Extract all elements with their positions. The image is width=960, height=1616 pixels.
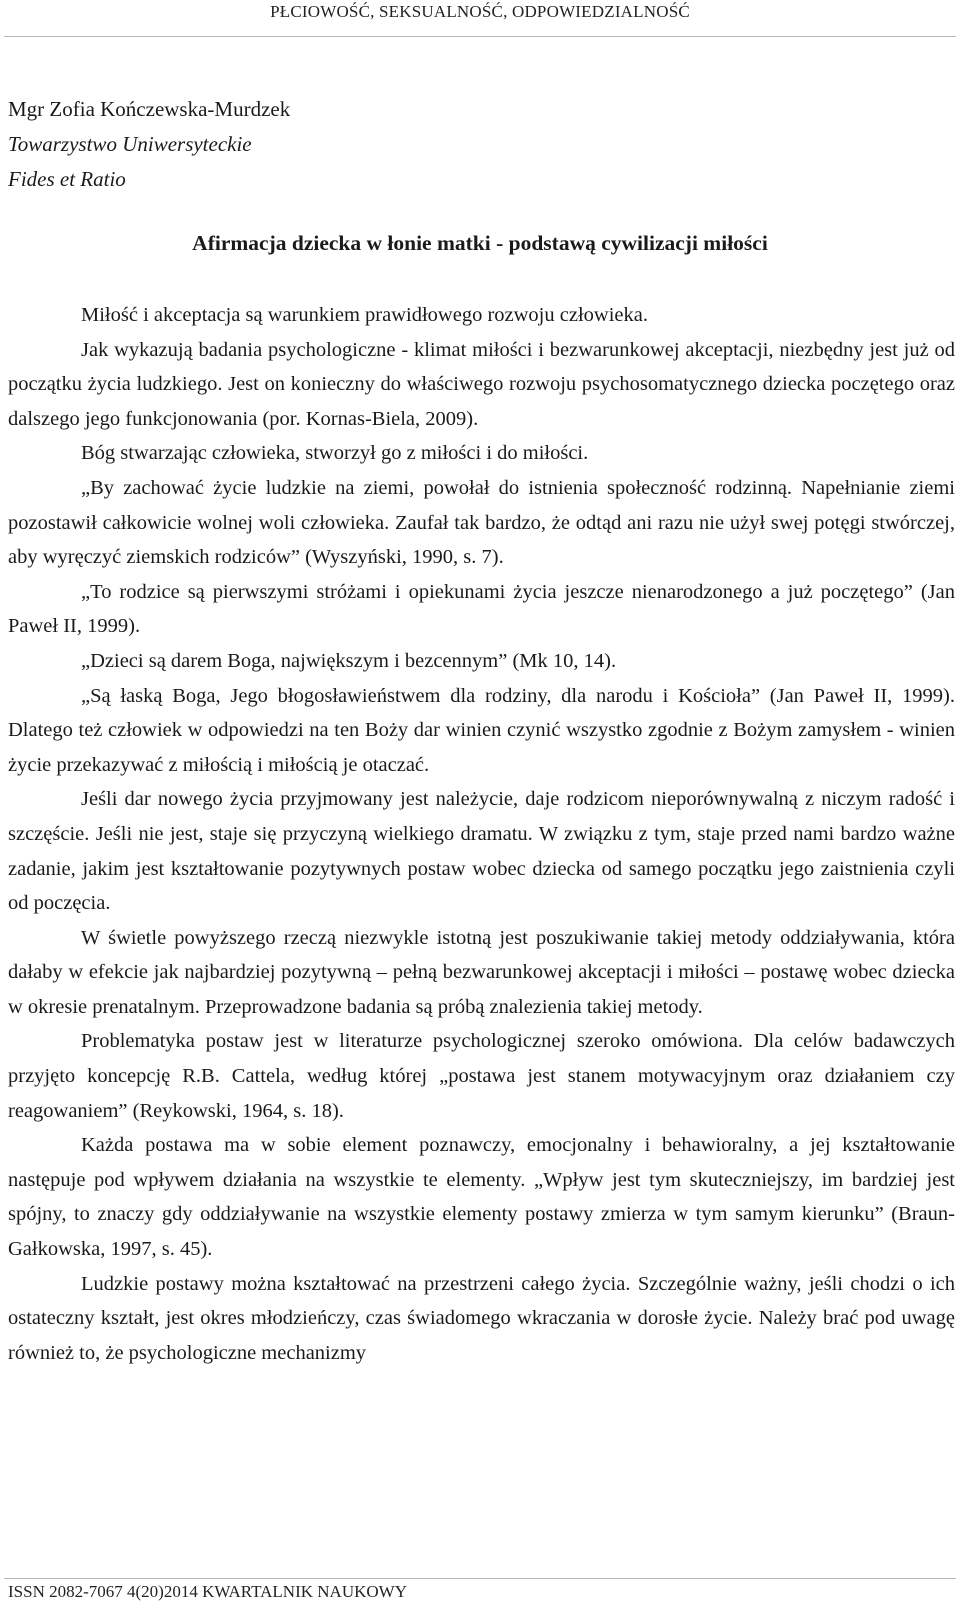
journal-footer: ISSN 2082-7067 4(20)2014 KWARTALNIK NAUKOWY [8,1582,407,1601]
affiliation-line-2: Fides et Ratio [8,167,126,191]
body-paragraph: W świetle powyższego rzeczą niezwykle istotną jest poszukiwanie takiej metody oddziaływania, która dałaby w efekcie jak najbardziej pozytywną – pełną bezwarunkowej akceptacji i miłości – postawę wobec dziecka w okresie prenatalnym. Przeprowadzone badania są próbą znalezienia takiej metody. [8,926,955,1018]
body-paragraph: Problematyka postaw jest w literaturze psychologicznej szeroko omówiona. Dla celów badawczych przyjęto koncepcję R.B. Cattela, według której „postawa jest stanem motywacyjnym oraz działaniem czy reagowaniem” (Reykowski, 1964, s. 18). [8,1030,955,1122]
body-paragraph: „To rodzice są pierwszymi stróżami i opiekunami życia jeszcze nienarodzonego a już poczętego” (Jan Paweł II, 1999). [8,580,955,638]
running-header: PŁCIOWOŚĆ, SEKSUALNOŚĆ, ODPOWIEDZIALNOŚĆ [270,2,690,21]
body-paragraph: „Dzieci są darem Boga, największym i bezcennym” (Mk 10, 14). [81,649,617,672]
affiliation-line-1: Towarzystwo Uniwersyteckie [8,132,252,156]
header-divider [4,36,956,37]
body-paragraph: „Są łaską Boga, Jego błogosławieństwem dla rodziny, dla narodu i Kościoła” (Jan Paweł II, 1999). Dlatego też człowiek w odpowiedzi na ten Boży dar winien czynić wszystko zgodnie z Bożym zamysłem - winien życie przekazywać z miłością i miłością je otaczać. [8,684,955,776]
body-paragraph: Jeśli dar nowego życia przyjmowany jest należycie, daje rodzicom nieporównywalną z niczym radość i szczęście. Jeśli nie jest, staje się przyczyną wielkiego dramatu. W związku z tym, staje przed nami bardzo ważne zadanie, jakim jest kształtowanie pozytywnych postaw wobec dziecka od samego początku jego zaistnienia czyli od poczęcia. [8,788,955,915]
body-paragraph: Każda postawa ma w sobie element poznawczy, emocjonalny i behawioralny, a jej kształtowanie następuje pod wpływem działania na wszystkie te elementy. „Wpływ jest tym skuteczniejszy, im bardziej jest spójny, to znaczy gdy oddziaływanie na wszystkie elementy postawy zmierza w tym samym kierunku” (Braun-Gałkowska, 1997, s. 45). [8,1134,955,1261]
article-title: Afirmacja dziecka w łonie matki - podstawą cywilizacji miłości [192,231,768,255]
body-paragraph: Bóg stwarzając człowieka, stworzył go z miłości i do miłości. [81,442,589,465]
footer-divider [4,1578,956,1579]
body-paragraph: „By zachować życie ludzkie na ziemi, powołał do istnienia społeczność rodzinną. Napełnianie ziemi pozostawił całkowicie wolnej woli człowieka. Zaufał tak bardzo, że odtąd ani razu nie użył swej potęgi stwórczej, aby wyręczyć ziemskich rodziców” (Wyszyński, 1990, s. 7). [8,476,955,569]
article-body [8,298,955,1370]
author-block [8,92,290,197]
body-paragraph: Miłość i akceptacja są warunkiem prawidłowego rozwoju człowieka. [81,304,648,326]
body-paragraph: Jak wykazują badania psychologiczne - klimat miłości i bezwarunkowej akceptacji, niezbędny jest już od początku życia ludzkiego. Jest on konieczny do właściwego rozwoju psychosomatycznego dziecka poczętego oraz dalszego jego funkcjonowania (por. Kornas-Biela, 2009). [8,338,955,430]
body-paragraph: Ludzkie postawy można kształtować na przestrzeni całego życia. Szczególnie ważny, jeśli chodzi o ich ostateczny kształt, jest okres młodzieńczy, czas świadomego wkraczania w dorosłe życie. Należy brać pod uwagę również to, że psychologiczne mechanizmy [8,1272,955,1364]
author-name: Mgr Zofia Kończewska-Murdzek [8,97,291,121]
